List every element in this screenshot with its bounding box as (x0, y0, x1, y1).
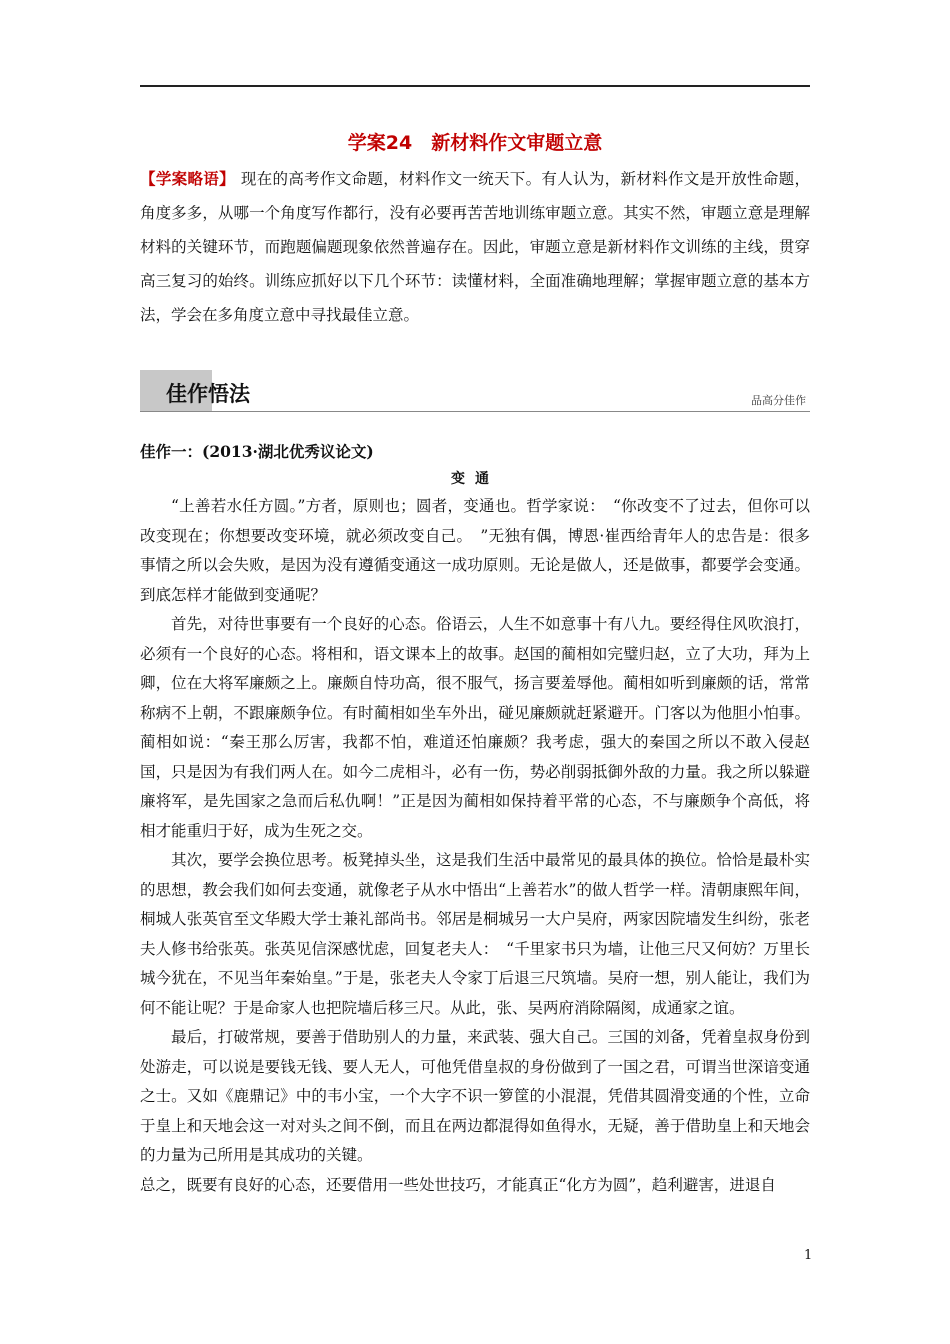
top-rule (140, 85, 810, 87)
intro-text: 现在的高考作文命题，材料作文一统天下。有人认为，新材料作文是开放性命题，角度多多，从哪一个角度写作都行，没有必要再苦苦地训练审题立意。其实不然，审题立意是理解材料的关键环节，而跑题偏题现象依然普遍存在。因此，审题立意是新材料作文训练的主线，贯穿高三复习的始终。训练应抓好以下几个环节：读懂材料，全面准确地理解；掌握审题立意的基本方法，学会在多角度立意中寻找最佳立意。 (140, 170, 810, 324)
section-header (140, 370, 810, 412)
essay-paragraph: “上善若水任方圆。”方者，原则也；圆者，变通也。哲学家说： “你改变不了过去，但你可以改变现在；你想要改变环境，就必须改变自己。 ”无独有偶，博恩·崔西给青年人的忠告是：很多事情之所以会失败，是因为没有遵循变通这一成功原则。无论是做人，还是做事，都要学会变通。到底怎样才能做到变通呢？ (140, 497, 810, 604)
intro-label: 【学案略语】 (140, 170, 235, 188)
example-title: 佳作一：(2013·湖北优秀议论文) (140, 442, 374, 461)
essay-paragraph: 首先，对待世事要有一个良好的心态。俗语云，人生不如意事十有八九。要经得住风吹浪打，必须有一个良好的心态。将相和，语文课本上的故事。赵国的蔺相如完璧归赵，立了大功，拜为上卿，位在大将军廉颇之上。廉颇自恃功高，很不服气，扬言要羞辱他。蔺相如听到廉颇的话，常常称病不上朝，不跟廉颇争位。有时蔺相如坐车外出，碰见廉颇就赶紧避开。门客以为他胆小怕事。蔺相如说：“秦王那么厉害，我都不怕，难道还怕廉颇？我考虑，强大的秦国之所以不敢入侵赵国，只是因为有我们两人在。如今二虎相斗，必有一伤，势必削弱抵御外敌的力量。我之所以躲避廉将军，是先国家之急而后私仇啊！”正是因为蔺相如保持着平常的心态，不与廉颇争个高低，将相才能重归于好，成为生死之交。 (140, 615, 810, 840)
section-subheading: 品高分佳作 (751, 394, 806, 407)
essay-title: 变通 (451, 471, 499, 487)
essay-paragraph: 其次，要学会换位思考。板凳掉头坐，这是我们生活中最常见的最具体的换位。恰恰是最朴实的思想，教会我们如何去变通，就像老子从水中悟出“上善若水”的做人哲学一样。清朝康熙年间，桐城人张英官至文华殿大学士兼礼部尚书。邻居是桐城另一大户吴府，两家因院墙发生纠纷，张老夫人修书给张英。张英见信深感忧虑，回复老夫人： “千里家书只为墙，让他三尺又何妨？万里长城今犹在，不见当年秦始皇。”于是，张老夫人令家丁后退三尺筑墙。吴府一想，别人能让，我们为何不能让呢？于是命家人也把院墙后移三尺。从此，张、吴两府消除隔阂，成通家之谊。 (140, 851, 810, 1017)
section-heading: 佳作悟法 (166, 382, 250, 406)
page-title: 学案24 新材料作文审题立意 (347, 132, 603, 154)
page-number: 1 (804, 1248, 813, 1263)
section-underline (140, 411, 810, 412)
intro-paragraph (140, 162, 810, 332)
essay-paragraph-last: 总之，既要有良好的心态，还要借用一些处世技巧，才能真正“化方为圆”，趋利避害，进退自 (140, 1175, 776, 1194)
essay-body (140, 492, 810, 1200)
essay-paragraph: 最后，打破常规，要善于借助别人的力量，来武装、强大自己。三国的刘备，凭着皇叔身份到处游走，可以说是要钱无钱、要人无人，可他凭借皇叔的身份做到了一国之君，可谓当世深谙变通之士。又如《鹿鼎记》中的韦小宝，一个大字不识一箩筐的小混混，凭借其圆滑变通的个性，立命于皇上和天地会这一对对头之间不倒，而且在两边都混得如鱼得水，无疑，善于借助皇上和天地会的力量为己所用是其成功的关键。 (140, 1028, 810, 1164)
